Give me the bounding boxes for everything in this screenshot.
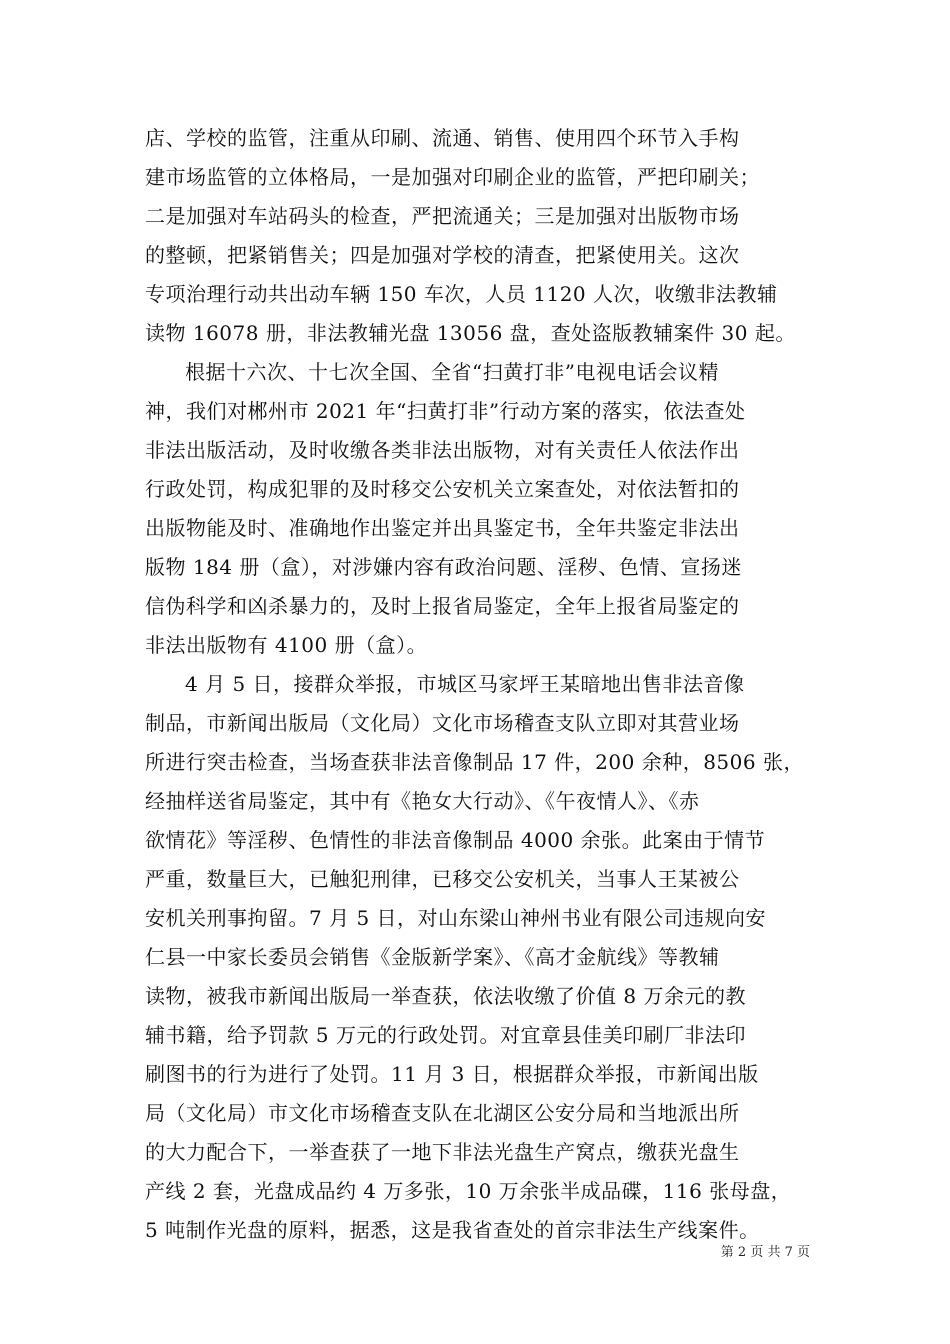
text-line: 版物 184 册（盒），对涉嫌内容有政治问题、淫秽、色情、宣扬迷 (145, 555, 742, 579)
text-line: 辅书籍，给予罚款 5 万元的行政处罚。对宜章县佳美印刷厂非法印 (145, 1023, 746, 1047)
text-line: 仁县一中家长委员会销售《金版新学案》、《高才金航线》等教辅 (145, 945, 720, 969)
page-number: 第 2 页 共 7 页 (720, 1245, 810, 1260)
text-line: 行政处罚，构成犯罪的及时移交公安机关立案查处，对依法暂扣的 (145, 477, 740, 501)
paragraph-1 (145, 119, 811, 353)
text-line: 读物，被我市新闻出版局一举查获，依法收缴了价值 8 万余元的教 (145, 984, 746, 1008)
text-line: 神，我们对郴州市 2021 年“扫黄打非”行动方案的落实，依法查处 (145, 399, 746, 423)
text-line: 产线 2 套，光盘成品约 4 万多张，10 万余张半成品碟，116 张母盘， (145, 1179, 792, 1203)
text-line: 制品，市新闻出版局（文化局）文化市场稽查支队立即对其营业场 (145, 711, 740, 735)
paragraph-3 (145, 665, 811, 1250)
paragraph-2 (145, 353, 811, 665)
text-line: 建市场监管的立体格局，一是加强对印刷企业的监管，严把印刷关； (145, 165, 760, 189)
text-line: 二是加强对车站码头的检查，严把流通关；三是加强对出版物市场 (145, 204, 740, 228)
text-line: 刷图书的行为进行了处罚。11 月 3 日，根据群众举报，市新闻出版 (145, 1062, 759, 1086)
text-line: 专项治理行动共出动车辆 150 车次，人员 1120 人次，收缴非法教辅 (145, 282, 778, 306)
text-line: 严重，数量巨大，已触犯刑律，已移交公安机关，当事人王某被公 (145, 867, 740, 891)
text-line: 根据十六次、十七次全国、全省“扫黄打非”电视电话会议精 (185, 360, 719, 384)
text-line: 的整顿，把紧销售关；四是加强对学校的清查，把紧使用关。这次 (145, 243, 740, 267)
text-line: 非法出版活动，及时收缴各类非法出版物，对有关责任人依法作出 (145, 438, 740, 462)
text-line: 出版物能及时、准确地作出鉴定并出具鉴定书，全年共鉴定非法出 (145, 516, 740, 540)
text-line: 的大力配合下，一举查获了一地下非法光盘生产窝点，缴获光盘生 (145, 1140, 740, 1164)
text-line: 信伪科学和凶杀暴力的，及时上报省局鉴定，全年上报省局鉴定的 (145, 594, 740, 618)
text-line: 局（文化局）市文化市场稽查支队在北湖区公安分局和当地派出所 (145, 1101, 740, 1125)
text-line: 非法出版物有 4100 册（盒）。 (145, 633, 428, 657)
text-line: 经抽样送省局鉴定，其中有《艳女大行动》、《午夜情人》、《赤 (145, 789, 700, 813)
text-line: 安机关刑事拘留。7 月 5 日，对山东梁山神州书业有限公司违规向安 (145, 906, 767, 930)
text-line: 欲情花》等淫秽、色情性的非法音像制品 4000 余张。此案由于情节 (145, 828, 766, 852)
text-line: 5 吨制作光盘的原料，据悉，这是我省查处的首宗非法生产线案件。 (145, 1218, 760, 1242)
text-line: 店、学校的监管，注重从印刷、流通、销售、使用四个环节入手构 (145, 126, 740, 150)
text-line: 读物 16078 册，非法教辅光盘 13056 盘，查处盗版教辅案件 30 起。 (145, 321, 796, 345)
text-line: 所进行突击检查，当场查获非法音像制品 17 件，200 余种，8506 张， (145, 750, 804, 774)
document-body (145, 119, 811, 1250)
text-line: 4 月 5 日，接群众举报，市城区马家坪王某暗地出售非法音像 (185, 672, 745, 696)
